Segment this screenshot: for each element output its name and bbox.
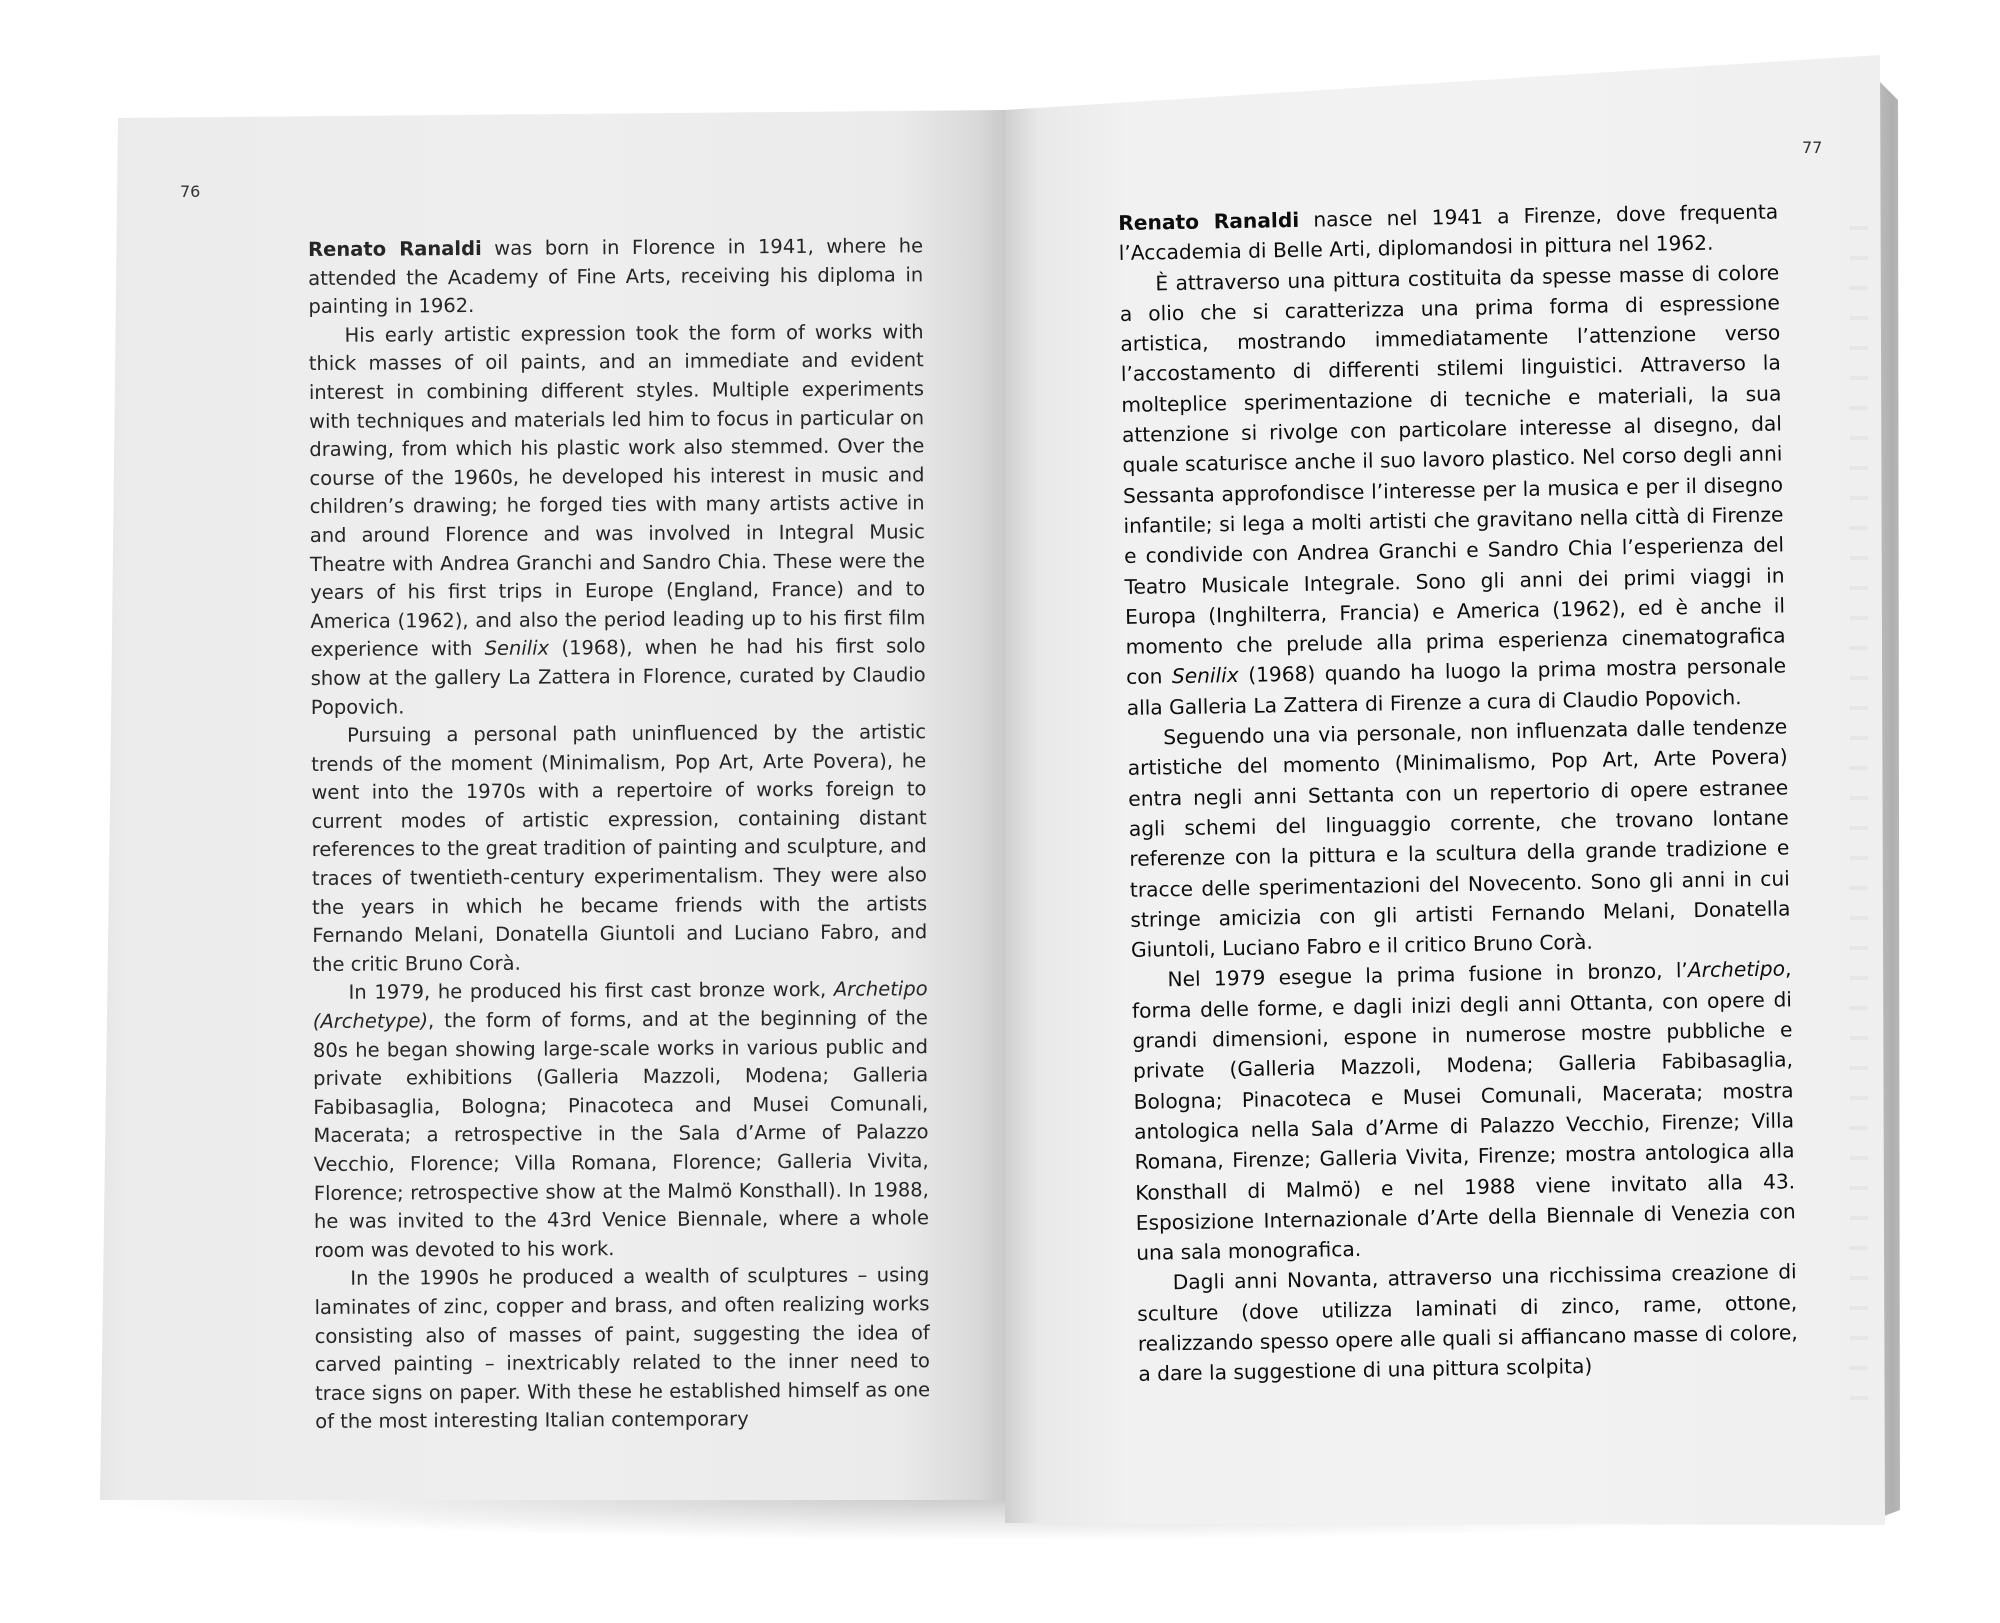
paragraph-text: , forma delle forme, e dagli inizi degli anni Ottanta, con opere di grandi dimensioni, espone in numerose mostre pubbliche e private (Galleria Mazzoli, Modena; Galleria Fabibasaglia, Bologna; Pinacoteca e Musei Comunali, Macerata; mostra antologica nella Sala d’Arme di Palazzo Vecchio, Firenze; Villa Romana, Firenze; Galleria Vivita, Firenze; mostra antologica alla Konsthall di Malmö) e nel 1988 viene invitato alla 43. Esposizione Internazionale d’Arte della Biennale di Venezia con una sala monografica. [1131, 956, 1796, 1265]
work-title: Archetipo [1687, 956, 1786, 983]
paragraph-text: Dagli anni Novanta, attraverso una ricchissima creazione di sculture (dove utilizza laminati di zinco, rame, ottone, realizzando spesso opere alle quali si affiancano masse di colore, a dare la suggestione di una pittura scolpita) [1137, 1259, 1798, 1387]
paragraph-text: In 1979, he produced his first cast bronze work, [348, 978, 834, 1005]
work-title: Senilix [1171, 663, 1239, 689]
paragraph [1137, 1257, 1799, 1390]
paragraph-text: Pursuing a personal path uninfluenced by the artistic trends of the moment (Minimalism, Pop Art, Arte Povera), he went into the 1970s with a repertoire of works foreign to current modes of artistic expression, containing distant references to the great tradition of painting and sculpture, and traces of twentieth-century experimentalism. They were also the years in which he became friends with the artists Fernando Melani, Donatella Giuntoli and Luciano Fabro, and the critic Bruno Corà. [311, 720, 928, 976]
paragraph-text: nasce nel 1941 a Firenze, dove frequenta l’Accademia di Belle Arti, diplomandosi in pittura nel 1962. [1118, 199, 1779, 266]
paragraph [1119, 257, 1787, 723]
paragraph-text: (1968), when he had his first solo show at the gallery La Zattera in Florence, curated by Claudio Popovich. [310, 634, 926, 719]
page-number-left: 76 [180, 182, 201, 201]
paragraph [313, 976, 930, 1266]
paragraph-text: was born in Florence in 1941, where he attended the Academy of Fine Arts, receiving his diploma in painting in 1962. [308, 234, 924, 319]
paragraph-text: His early artistic expression took the form of works with thick masses of oil paints, and an immediate and evident interest in combining different styles. Multiple experiments with techniques and materials led him to focus in particular on drawing, from which his plastic work also stemmed. Over the course of the 1960s, he developed his interest in music and children’s drawing; he forged ties with many artists active in and around Florence and was involved in Integral Music Theatre with Andrea Granchi and Sandro Chia. These were the years of his first trips in Europe (England, France) and to America (1962), and also the period leading up to his first film experience with [308, 320, 926, 662]
work-title: Archetipo (Archetype) [312, 977, 928, 1034]
artist-name: Renato Ranaldi [1118, 207, 1300, 235]
paragraph-text: In the 1990s he produced a wealth of sculptures – using laminates of zinc, copper and brass, and often realizing works consisting also of masses of paint, suggesting the idea of carved painting – inextricably related to the inner need to trace signs on paper. With these he established himself as one of the most interesting Italian contemporary [314, 1263, 931, 1434]
paragraph-text: , the form of forms, and at the beginning of the 80s he began showing large-scale works in various public and private exhibitions (Galleria Mazzoli, Modena; Galleria Fabibasaglia, Bologna; Pinacoteca and Musei Comunali, Macerata; a retrospective in the Sala d’Arme of Palazzo Vecchio, Florence; Villa Romana, Florence; Galleria Vivita, Florence; retrospective show at the Malmö Konsthall). In 1988, he was invited to the 43rd Venice Biennale, where a whole room was devoted to his work. [312, 1006, 930, 1262]
work-title: Senilix [484, 636, 550, 661]
paragraph-text: Nel 1979 esegue la prima fusione in bronzo, l’ [1167, 958, 1689, 992]
paragraph-text: È attraverso una pittura costituita da spesse masse di colore a olio che si caratterizza una prima forma di espressione artistica, mostrando immediatamente l’attenzione verso l’accostamento di differenti stilemi linguistici. Attraverso la molteplice sperimentazione di tecniche e materiali, la sua attenzione si rivolge con particolare interesse al disegno, dal quale scaturisce anche il suo lavoro plastico. Nel corso degli anni Sessanta approfondisce l’interesse per la musica e per il disegno infantile; si lega a molti artisti che gravitano nella città di Firenze e condivide con Andrea Granchi e Sandro Chia l’esperienza del Teatro Musicale Integrale. Sono gli anni dei primi viaggi in Europa (Inghilterra, Francia) e America (1962), ed è anche il momento che prelude alla prima esperienza cinematografica con [1119, 260, 1786, 690]
right-text-column [1118, 196, 1799, 1389]
paragraph [1118, 196, 1779, 268]
paragraph [1127, 711, 1791, 965]
paragraph-text: (1968) quando ha luogo la prima mostra personale alla Galleria La Zattera di Firenze a cura di Claudio Popovich. [1126, 653, 1787, 720]
artist-name: Renato Ranaldi [308, 236, 482, 261]
paragraph [314, 1262, 930, 1437]
paragraph [309, 318, 926, 722]
paragraph [308, 232, 924, 322]
show-through-lines [1850, 200, 1868, 1400]
paragraph-text: Seguendo una via personale, non influenzata dalle tendenze artistiche del momento (Minimalismo, Pop Art, Arte Povera) entra negli anni Settanta con un repertorio di opere estranee agli schemi del linguaggio corrente, che trovano lontane referenze con la pittura e la scultura della grande tradizione e tracce delle sperimentazioni del Novecento. Sono gli anni in cui stringe amicizia con gli artisti Fernando Melani, Donatella Giuntoli, Luciano Fabro e il critico Bruno Corà. [1127, 714, 1791, 963]
left-text-column [308, 232, 930, 1437]
page-number-right: 77 [1802, 138, 1823, 157]
paragraph [311, 718, 928, 979]
paragraph [1131, 954, 1796, 1268]
